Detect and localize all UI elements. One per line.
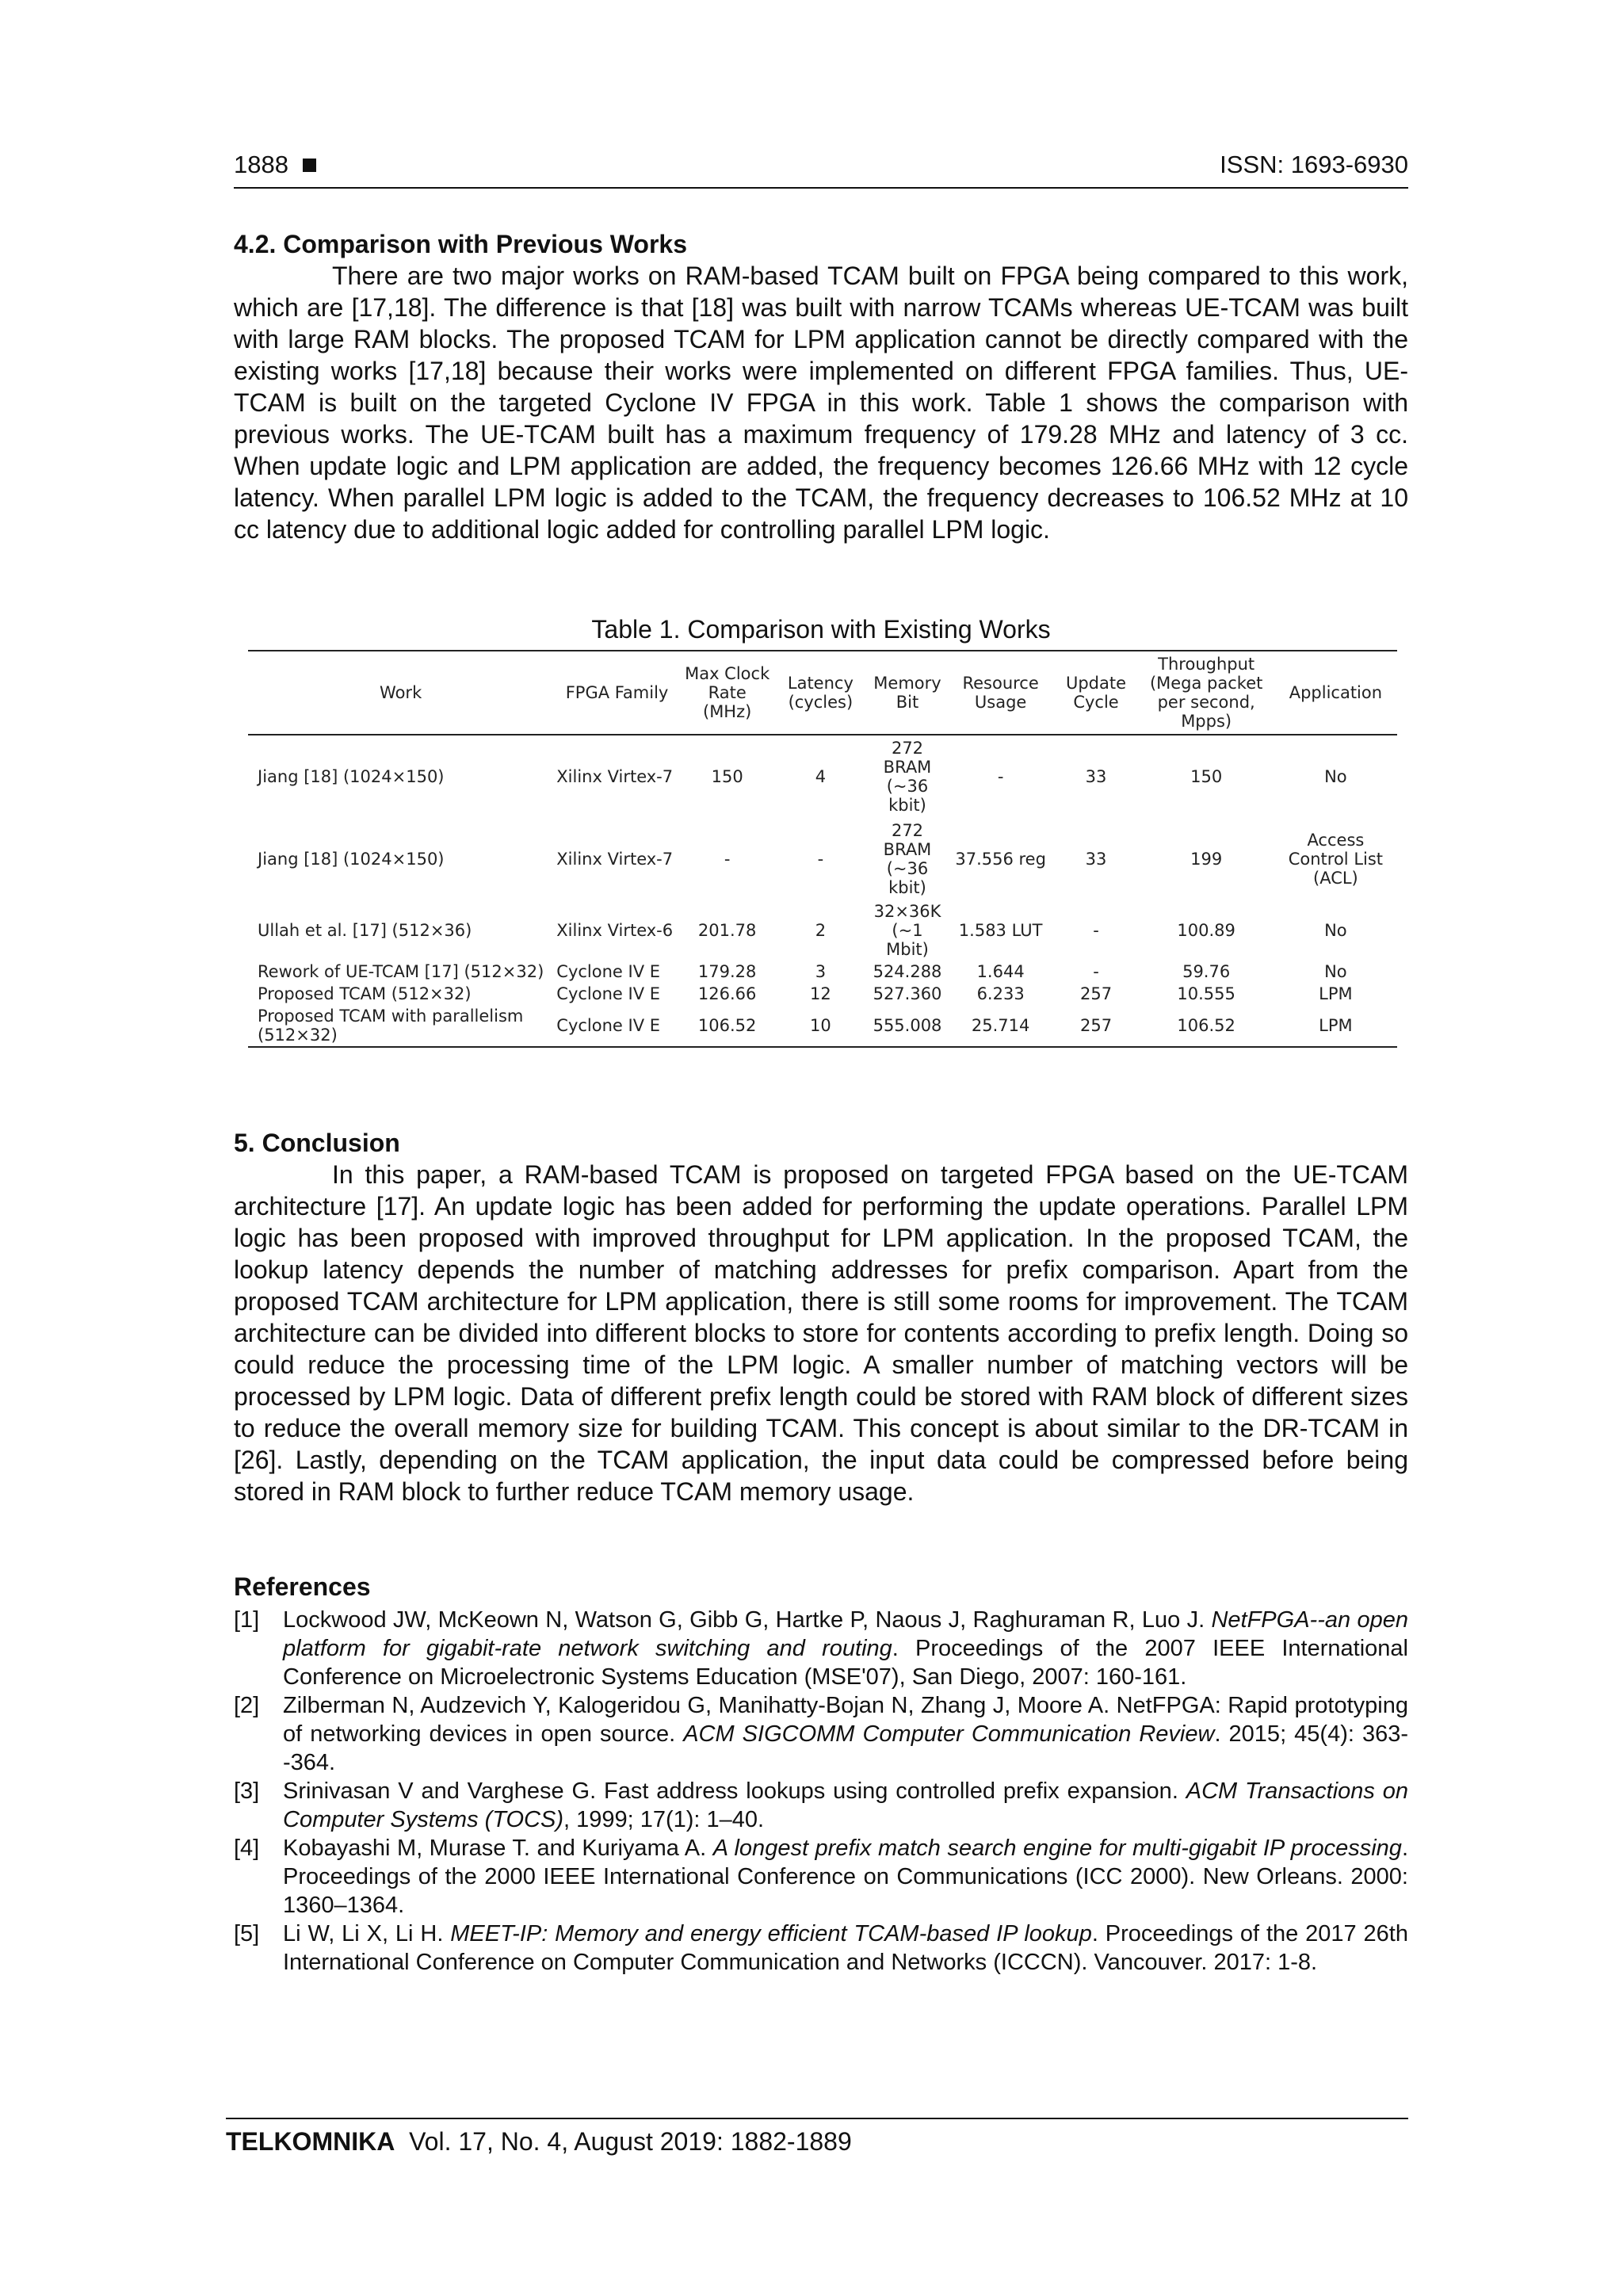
table-cell: Cyclone IV E [556,962,661,981]
table-cell: 179.28 [697,962,757,981]
running-header [234,151,1408,189]
table-row [248,818,1397,900]
table-cell: 555.008 [867,1005,948,1047]
table-cell: 527.360 [873,984,942,1003]
reference-item [234,1920,1408,1977]
reference-title: ACM SIGCOMM Computer Communication Review [683,1721,1215,1747]
reference-title: NetFPGA--an open platform for gigabit-rate network switching and routing [283,1607,1408,1661]
section-5 [234,1127,1408,1507]
table-cell: 33 [1085,850,1107,869]
column-header: Update Cycle [1054,651,1139,735]
table-cell: Rework of UE-TCAM [17] (512×32) [258,962,544,981]
reference-title: A longest prefix match search engine for multi-gigabit IP processing [712,1836,1402,1861]
page-number: 1888 [234,151,288,178]
page [234,151,1408,1977]
table-cell: No [1324,962,1347,981]
table-row [248,900,1397,961]
table-cell: 32×36K (~1 Mbit) [873,902,941,959]
square-bullet-icon [303,159,316,172]
table-cell: Proposed TCAM (512×32) [258,984,472,1003]
table-caption: Table 1. Comparison with Existing Works [591,615,1051,644]
reference-source: , 1999; 17(1): 1–40. [563,1807,765,1832]
reference-item [234,1834,1408,1920]
table-cell: 4 [815,767,827,786]
table-cell: Cyclone IV E [553,1005,681,1047]
table-cell: Cyclone IV E [556,984,661,1003]
reference-source: . 2015; 45(4): 363--364. [283,1721,1408,1775]
reference-title: ACM Transactions on Computer Systems (TOCS) [283,1778,1408,1832]
reference-source: . Proceedings of the 2017 26th International Conference on Computer Communication and Networks (ICCCN). Vancouver. 2017: 1-8. [283,1921,1408,1975]
references-heading: References [234,1572,371,1601]
reference-text [283,1920,1408,1977]
table-cell: 150 [1190,767,1223,786]
reference-authors: Srinivasan V and Varghese G. Fast address lookups using controlled prefix expansion. [283,1778,1186,1804]
table-cell: Xilinx Virtex-7 [556,850,674,869]
table-cell: 25.714 [948,1005,1054,1047]
reference-text [283,1691,1408,1777]
table-cell: 257 [1054,1005,1139,1047]
table-cell: 10.555 [1177,984,1235,1003]
reference-item [234,1777,1408,1834]
column-header: Max Clock Rate (MHz) [681,651,774,735]
table-cell: 524.288 [873,962,942,981]
column-header: Throughput (Mega packet per second, Mpps) [1139,651,1274,735]
section-paragraph: There are two major works on RAM-based TCAM built on FPGA being compared to this work, which are [17,18]. The difference is that [18] was built with narrow TCAMs whereas UE-TCAM was built with large RAM blocks. The proposed TCAM for LPM application cannot be directly compared with the existing works [17,18] because their works were implemented on different FPGA families. Thus, UE-TCAM is built on the targeted Cyclone IV FPGA in this work. Table 1 shows the comparison with previous works. The UE-TCAM built has a maximum frequency of 179.28 MHz and latency of 3 cc. When update logic and LPM application are added, the frequency becomes 126.66 MHz with 12 cycle latency. When parallel LPM logic is added to the TCAM, the frequency decreases to 106.52 MHz at 10 cc latency due to additional logic added for controlling parallel LPM logic. [234,262,1408,544]
table-cell: 59.76 [1182,962,1231,981]
table-cell: 199 [1190,850,1223,869]
reference-title: MEET-IP: Memory and energy efficient TCAM-based IP lookup [450,1921,1092,1946]
reference-authors: Lockwood JW, McKeown N, Watson G, Gibb G, Hartke P, Naous J, Raghuraman R, Luo J. [283,1607,1212,1633]
column-header: Work [248,651,553,735]
running-footer [226,2118,1408,2157]
table-header-row [248,651,1397,735]
table-cell: 6.233 [976,984,1025,1003]
reference-number: [4] [234,1836,260,1861]
table-cell: 106.52 [681,1005,774,1047]
table-cell: LPM [1319,984,1353,1003]
reference-authors: Li W, Li X, Li H. [283,1921,451,1946]
table-cell: Proposed TCAM with parallelism (512×32) [248,1005,553,1047]
references [234,1571,1408,1977]
reference-item [234,1606,1408,1691]
reference-item [234,1691,1408,1777]
table-cell: Xilinx Virtex-6 [556,921,674,940]
table-cell: 3 [815,962,827,981]
table-cell: 257 [1079,984,1113,1003]
table-cell: Jiang [18] (1024×150) [258,767,445,786]
table-cell: 10 [774,1005,868,1047]
reference-number: [1] [234,1607,260,1633]
table-cell: - [997,767,1004,786]
table-cell: 37.556 reg [955,850,1046,869]
reference-list [234,1606,1408,1977]
table-cell: 272 BRAM (~36 kbit) [883,821,932,897]
table-cell: 1.583 LUT [958,921,1043,940]
column-header: Memory Bit [867,651,948,735]
reference-number: [5] [234,1921,260,1946]
table-cell: 12 [810,984,831,1003]
reference-source: . Proceedings of the 2000 IEEE International Conference on Communications (ICC 2000). New Orleans. 2000: 1360–1364. [283,1836,1408,1918]
table-row [248,961,1397,983]
table-cell: 272 BRAM (~36 kbit) [883,739,932,815]
section-heading: 5. Conclusion [234,1129,400,1157]
column-header: Application [1274,651,1397,735]
column-header: Latency (cycles) [774,651,868,735]
table-cell: Xilinx Virtex-7 [556,767,674,786]
table-cell: 150 [711,767,743,786]
journal-name: TELKOMNIKA [226,2127,395,2156]
table-cell: LPM [1274,1005,1397,1047]
table-cell: 33 [1085,767,1107,786]
table-row [248,983,1397,1005]
table-cell: - [1093,921,1099,940]
issn: ISSN: 1693-6930 [1220,151,1408,178]
reference-text [283,1834,1408,1920]
table-cell: 106.52 [1139,1005,1274,1047]
table-cell: - [817,850,824,869]
table-cell: Jiang [18] (1024×150) [258,850,445,869]
table-cell: No [1324,921,1347,940]
reference-text [283,1777,1408,1834]
table-row [248,735,1397,818]
column-header: FPGA Family [553,651,681,735]
section-4-2 [234,228,1408,545]
reference-authors: Zilberman N, Audzevich Y, Kalogeridou G, Manihatty-Bojan N, Zhang J, Moore A. NetFPGA: Rapid prototyping of networking devices in open source. [283,1693,1408,1747]
table-cell: - [724,850,731,869]
section-heading: 4.2. Comparison with Previous Works [234,230,687,258]
table-cell: 100.89 [1177,921,1235,940]
column-header: Resource Usage [948,651,1054,735]
table-cell: 1.644 [976,962,1025,981]
reference-number: [2] [234,1693,260,1718]
reference-text [283,1606,1408,1691]
table-row [248,1005,1397,1047]
comparison-table [248,650,1397,1048]
table-cell: - [1093,962,1099,981]
section-paragraph: In this paper, a RAM-based TCAM is proposed on targeted FPGA based on the UE-TCAM architecture [17]. An update logic has been added for performing the update operations. Parallel LPM logic has been proposed with improved throughput for LPM application. In the proposed TCAM, the lookup latency depends the number of matching addresses for prefix comparison. Apart from the proposed TCAM architecture for LPM application, there is still some rooms for improvement. The TCAM architecture can be divided into different blocks to store for contents according to prefix length. Doing so could reduce the processing time of the LPM logic. A smaller number of matching vectors will be processed by LPM logic. Data of different prefix length could be stored with RAM block of different sizes to reduce the overall memory size for building TCAM. This concept is about similar to the DR-TCAM in [26]. Lastly, depending on the TCAM application, the input data could be compressed before being stored in RAM block to further reduce TCAM memory usage. [234,1160,1408,1506]
table-cell: Access Control List (ACL) [1288,831,1384,888]
reference-source: . Proceedings of the 2007 IEEE International Conference on Microelectronic Systems Education (MSE'07), San Diego, 2007: 160-161. [283,1636,1408,1690]
table-cell: No [1324,767,1347,786]
issue-details: Vol. 17, No. 4, August 2019: 1882-1889 [409,2127,852,2156]
table-cell: Ullah et al. [17] (512×36) [258,921,472,940]
table-cell: 2 [815,921,827,940]
reference-number: [3] [234,1778,260,1804]
table-cell: 126.66 [697,984,757,1003]
reference-authors: Kobayashi M, Murase T. and Kuriyama A. [283,1836,713,1861]
table-cell: 201.78 [697,921,757,940]
